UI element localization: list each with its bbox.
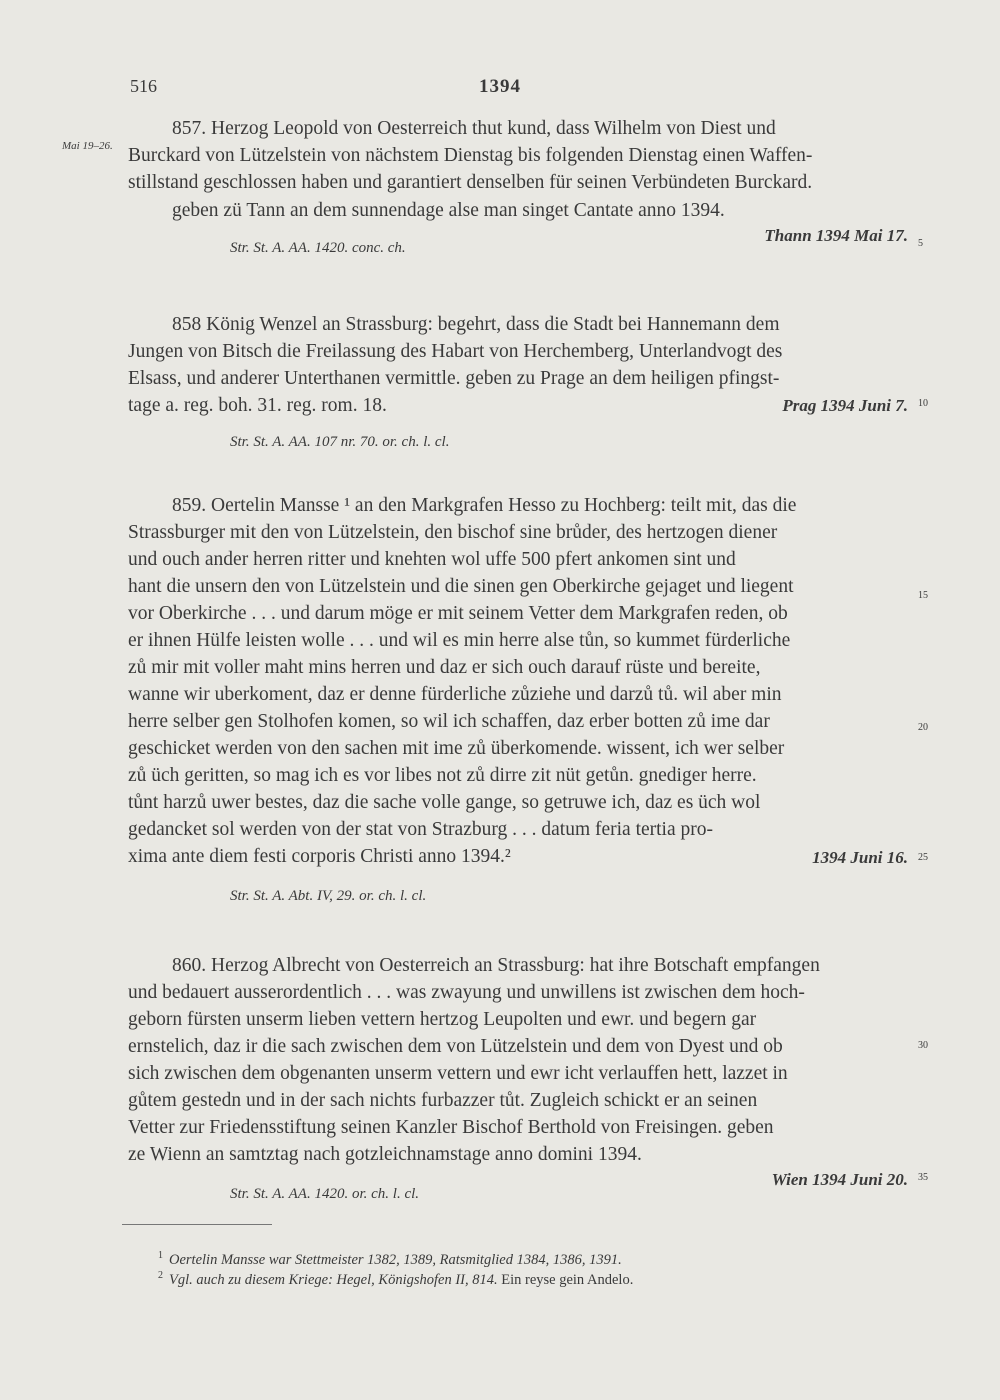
entry-859-line-13: gedancket sol werden von der stat von Strazburg . . . datum feria tertia pro- — [128, 819, 713, 840]
entry-859-line-2: Strassburger mit den von Lützelstein, den bischof sine brůder, des hertzogen diener — [128, 522, 778, 543]
footnote-2-extra: Ein reyse gein Andelo. — [501, 1271, 634, 1288]
entry-857-source: Str. St. A. AA. 1420. conc. ch. — [230, 240, 406, 256]
entry-859-line-8: wanne wir uberkoment, daz er denne fürderliche zůziehe und darzů tů. wil aber min — [128, 684, 782, 705]
line-number-5: 5 — [918, 238, 923, 249]
entry-859-source: Str. St. A. Abt. IV, 29. or. ch. l. cl. — [230, 888, 427, 904]
footnote-1-text: Oertelin Mansse war Stettmeister 1382, 1389, Ratsmitglied 1384, 1386, 1391. — [169, 1251, 622, 1268]
page-number: 516 — [130, 76, 157, 96]
line-number-20: 20 — [918, 722, 928, 733]
footnote-2-text: Vgl. auch zu diesem Kriege: Hegel, Königshofen II, 814. — [169, 1271, 498, 1288]
footnote-1 — [158, 1250, 622, 1269]
entry-857-line-1: 857. Herzog Leopold von Oesterreich thut kund, dass Wilhelm von Diest und — [172, 118, 776, 139]
entry-859-line-11: zů üch geritten, so mag ich es vor libes not zů dirre zit nüt getůn. gnediger herre. — [128, 765, 757, 786]
entry-859-line-4: hant die unsern den von Lützelstein und die sinen gen Oberkirche gejaget und liegent — [128, 576, 794, 597]
footnote-1-number: 1 — [158, 1250, 163, 1261]
entry-859-line-12: tůnt harzů uwer bestes, daz die sache volle gange, so getruwe ich, daz es üch wol — [128, 792, 761, 813]
entry-858-date: Prag 1394 Juni 7. — [782, 396, 908, 415]
entry-859-line-1: 859. Oertelin Mansse ¹ an den Markgrafen Hesso zu Hochberg: teilt mit, das die — [172, 495, 797, 516]
entry-858-line-1: 858 König Wenzel an Strassburg: begehrt, dass die Stadt bei Hannemann dem — [172, 314, 780, 335]
line-number-25: 25 — [918, 852, 928, 863]
footnote-2-number: 2 — [158, 1270, 163, 1281]
entry-860-line-6: gůtem gestedn und in der sach nichts furbazzer tůt. Zugleich schickt er an seinen — [128, 1090, 758, 1111]
entry-858-line-2: Jungen von Bitsch die Freilassung des Habart von Herchemberg, Unterlandvogt des — [128, 341, 783, 362]
entry-858-source: Str. St. A. AA. 107 nr. 70. or. ch. l. cl. — [230, 434, 450, 450]
entry-859-line-9: herre selber gen Stolhofen komen, so wil ich schaffen, daz erber botten zů ime dar — [128, 711, 770, 732]
entry-860-line-7: Vetter zur Friedensstiftung seinen Kanzler Bischof Berthold von Freisingen. geben — [128, 1117, 774, 1138]
entry-860-date: Wien 1394 Juni 20. — [771, 1170, 908, 1189]
entry-857-line-3: stillstand geschlossen haben und garantiert denselben für seinen Verbündeten Burckard. — [128, 172, 813, 193]
footnote-rule — [122, 1224, 272, 1225]
entry-859-line-6: er ihnen Hülfe leisten wolle . . . und wil es min herre alse tůn, so kummet fürderliche — [128, 630, 791, 651]
entry-859-line-10: geschicket werden von den sachen mit ime zů überkomende. wissent, ich wer selber — [128, 738, 785, 759]
entry-858-line-3: Elsass, und anderer Unterthanen vermittle. geben zu Prage an dem heiligen pfingst- — [128, 368, 780, 389]
entry-860-line-8: ze Wienn an samtztag nach gotzleichnamstage anno domini 1394. — [128, 1144, 642, 1165]
entry-860-line-3: geborn fürsten unserm lieben vettern hertzog Leupolten und ewr. und begern gar — [128, 1009, 757, 1030]
entry-857-line-4: geben zü Tann an dem sunnendage alse man singet Cantate anno 1394. — [172, 200, 725, 221]
entry-859-date: 1394 Juni 16. — [812, 848, 908, 867]
page-year-heading: 1394 — [479, 76, 521, 97]
entry-860-line-1: 860. Herzog Albrecht von Oesterreich an Strassburg: hat ihre Botschaft empfangen — [172, 955, 820, 976]
entry-857-date: Thann 1394 Mai 17. — [764, 226, 908, 245]
entry-859-line-7: zů mir mit voller maht mins herren und daz er sich ouch darauf rüste und bereite, — [128, 657, 761, 678]
line-number-10: 10 — [918, 398, 928, 409]
entry-858-line-4: tage a. reg. boh. 31. reg. rom. 18. — [128, 395, 387, 416]
footnote-2 — [158, 1270, 633, 1289]
entry-857-line-2: Burckard von Lützelstein von nächstem Dienstag bis folgenden Dienstag einen Waffen- — [128, 145, 813, 166]
entry-860-line-5: sich zwischen dem obgenanten unserm vettern und ewr icht verlauffen hett, lazzet in — [128, 1063, 788, 1084]
entry-859-line-3: und ouch ander herren ritter und knehten wol uffe 500 pfert ankomen sint und — [128, 549, 736, 570]
line-number-35: 35 — [918, 1172, 928, 1183]
margin-note: Mai 19–26. — [62, 140, 113, 152]
line-number-30: 30 — [918, 1040, 928, 1051]
entry-860-line-2: und bedauert ausserordentlich . . . was zwayung und unwillens ist zwischen dem hoch- — [128, 982, 805, 1003]
entry-860-line-4: ernstelich, daz ir die sach zwischen dem von Lützelstein und dem von Dyest und ob — [128, 1036, 783, 1057]
line-number-15: 15 — [918, 590, 928, 601]
entry-859-line-14: xima ante diem festi corporis Christi anno 1394.² — [128, 846, 511, 867]
entry-860-source: Str. St. A. AA. 1420. or. ch. l. cl. — [230, 1186, 420, 1202]
entry-859-line-5: vor Oberkirche . . . und darum möge er mit seinem Vetter dem Markgrafen reden, ob — [128, 603, 788, 624]
